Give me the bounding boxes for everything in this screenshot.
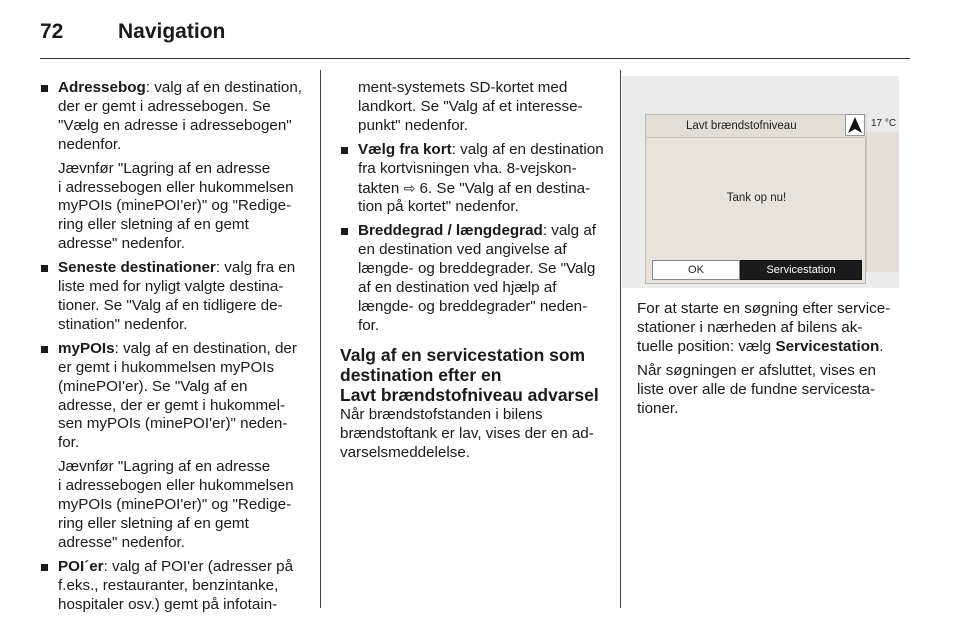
text-line: [358, 179, 608, 199]
text-line: (minePOI'er). Se "Valg af en: [58, 377, 248, 395]
term-seneste: Seneste destinationer: [58, 259, 216, 277]
list-item-poier: [40, 558, 310, 615]
list-item-vaelg-fra-kort: [340, 141, 608, 218]
note-adressebog: [40, 160, 310, 255]
text-line: er gemt i hukommelsen myPOIs: [58, 358, 275, 376]
text-line: ring eller sletning af en gemt: [58, 216, 249, 234]
column-divider-2: [620, 70, 621, 608]
text-line: hospitaler osv.) gemt på infotain-: [58, 595, 278, 613]
text-line: punkt" nedenfor.: [358, 116, 469, 134]
text-fragment: tuelle position: vælg: [637, 337, 776, 355]
term-poier: POI´er: [58, 557, 104, 575]
text-line: stination" nedenfor.: [58, 315, 188, 333]
continuation-poier: [340, 79, 608, 136]
screen-figure: [622, 76, 899, 288]
screen-side-strip: [866, 132, 899, 272]
paragraph-start-search: [637, 300, 909, 357]
paragraph-search-done: [637, 362, 909, 419]
text-fragment: 6. Se "Valg af en destina-: [415, 179, 591, 197]
low-fuel-dialog: [645, 114, 866, 284]
term-servicestation: Servicestation: [775, 337, 880, 355]
text-line: Når søgningen er afsluttet, vises en: [637, 361, 876, 379]
heading-line: Valg af en servicestation som: [340, 344, 586, 365]
text-line: Jævnfør "Lagring af en adresse: [58, 458, 271, 476]
text-line: Jævnfør "Lagring af en adresse: [58, 159, 271, 177]
text-line: ring eller sletning af en gemt: [58, 514, 249, 532]
text-line: : valg fra en: [215, 259, 296, 277]
text-line: For at starte en søgning efter service-: [637, 300, 891, 317]
text-line: af en destination ved hjælp af: [358, 279, 557, 297]
heading-line: Lavt brændstofniveau advarsel: [340, 384, 599, 405]
dialog-title: Lavt brændstofniveau: [646, 115, 867, 138]
dialog-message: Tank op nu!: [726, 192, 787, 204]
ok-button[interactable]: OK: [652, 260, 740, 280]
navigation-arrow-icon-svg: [846, 115, 864, 135]
text-line: myPOIs (minePOI'er)" og "Redige-: [58, 496, 292, 514]
text-line: adresse" nedenfor.: [58, 533, 185, 551]
temperature-readout: 17 °C: [871, 118, 897, 129]
text-line: fra kortvisningen vha. 8-vejskon-: [358, 159, 577, 177]
term-adressebog: Adressebog: [58, 79, 146, 96]
text-line: længde- og breddegrader" neden-: [358, 297, 588, 315]
column-divider-1: [320, 70, 321, 608]
column-2: [340, 79, 608, 468]
paragraph-low-fuel: [340, 406, 608, 463]
list-item-seneste: [40, 259, 310, 335]
heading-line: destination efter en: [340, 364, 502, 385]
page-header: [40, 20, 225, 46]
list-item-adressebog: [40, 79, 310, 155]
text-line: liste med for nyligt valgte destina-: [58, 278, 284, 296]
text-line: nedenfor.: [58, 135, 122, 153]
note-mypois: [40, 458, 310, 553]
text-line: sen myPOIs (minePOI'er)" neden-: [58, 415, 288, 433]
text-line: adresse" nedenfor.: [58, 235, 185, 253]
text-fragment: takten: [358, 179, 404, 197]
text-fragment: .: [879, 337, 884, 355]
subsection-heading: [340, 345, 608, 405]
text-line: en destination ved angivelse af: [358, 241, 567, 259]
text-line: der er gemt i adressebogen. Se: [58, 97, 271, 115]
text-line: : valg af en destination, der: [114, 339, 297, 357]
text-line: stationer i nærheden af bilens ak-: [637, 318, 863, 336]
text-line: tioner.: [637, 399, 679, 417]
text-line: brændstoftank er lav, vises der en ad-: [340, 424, 594, 442]
column-3: [637, 300, 909, 423]
servicestation-button[interactable]: Servicestation: [740, 260, 862, 280]
term-breddegrad: Breddegrad / længdegrad: [358, 222, 543, 240]
text-line: længde- og breddegrader. Se "Valg: [358, 260, 596, 278]
list-item-breddegrad: [340, 222, 608, 335]
text-line: adresse, der er gemt i hukommel-: [58, 396, 286, 414]
text-line: tioner. Se "Valg af en tidligere de-: [58, 296, 283, 314]
text-line: liste over alle de fundne servicesta-: [637, 380, 876, 398]
section-title: Navigation: [118, 20, 226, 43]
text-line: : valg af: [542, 222, 596, 240]
header-rule: [40, 58, 910, 59]
text-line: ment-systemets SD-kortet med: [358, 79, 568, 96]
text-line: varselsmeddelelse.: [340, 443, 470, 461]
text-line: tion på kortet" nedenfor.: [358, 198, 519, 216]
text-line: f.eks., restauranter, benzintanke,: [58, 576, 279, 594]
text-line: landkort. Se "Valg af et interesse-: [358, 97, 583, 115]
text-line: [637, 338, 909, 357]
term-vaelg-fra-kort: Vælg fra kort: [358, 140, 452, 158]
column-1: [40, 79, 310, 619]
dialog-buttons: [652, 260, 862, 280]
term-mypois: myPOIs: [58, 339, 115, 357]
list-item-mypois: [40, 340, 310, 453]
text-line: : valg af POI'er (adresser på: [103, 557, 294, 575]
text-line: : valg af en destination,: [145, 79, 302, 96]
text-line: "Vælg en adresse i adressebogen": [58, 116, 292, 134]
text-line: i adressebogen eller hukommelsen: [58, 178, 294, 196]
text-line: : valg af en destination: [451, 140, 604, 158]
navigation-arrow-icon: [845, 114, 865, 136]
text-line: for.: [58, 434, 80, 452]
page-reference-arrow-icon: ⇨: [403, 179, 416, 196]
text-line: for.: [358, 316, 380, 334]
text-line: i adressebogen eller hukommelsen: [58, 477, 294, 495]
text-line: myPOIs (minePOI'er)" og "Redige-: [58, 197, 292, 215]
text-line: Når brændstofstanden i bilens: [340, 405, 543, 423]
page-number: 72: [40, 20, 64, 43]
